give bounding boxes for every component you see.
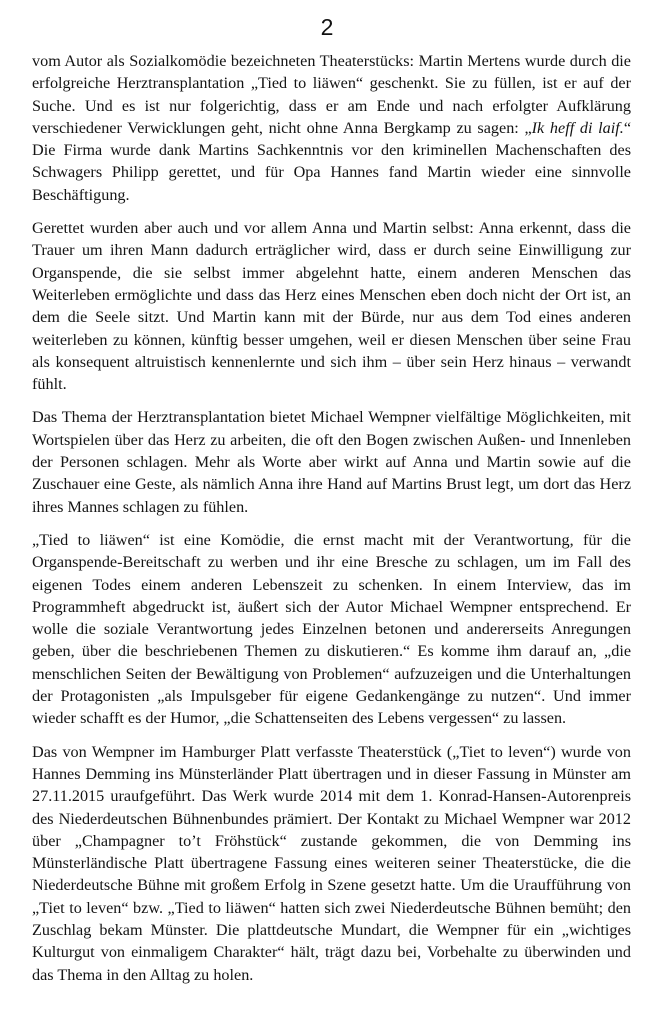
plattdeutsch-quote: Ik heff di laif.	[531, 118, 624, 137]
page-number: 2	[320, 14, 334, 40]
paragraph-2: Gerettet wurden aber auch und vor allem Anna und Martin selbst: Anna erkennt, dass die Trauer um ihren Mann dadurch erträglicher wird, dass er durch seine Einwilligung zur Organspende, die sie selbst immer abgelehnt hatte, einem anderen Menschen das Weiterleben ermöglichte und dass das Herz eines Menschen eben doch nicht der Ort ist, an dem die Seele sitzt. Und Martin kann mit der Bürde, nur aus dem Tod eines anderen weiterleben zu können, künftig besser umgehen, weil er diesen Menschen über seine Frau als konsequent altruistisch kennenlernte und sich ihm – über sein Herz hinaus – verwandt fühlt.	[32, 219, 631, 394]
paragraph-1-text-end: “ Die Firma wurde dank Martins Sachkenntnis vor den kriminellen Machenschaften des Schwagers Philipp gerettet, und für Opa Hannes fand Martin wieder eine sinnvolle Beschäftigung.	[32, 118, 632, 204]
paragraph-5: Das von Wempner im Hamburger Platt verfasste Theaterstück („Tiet to leven“) wurde von Hannes Demming ins Münsterländer Platt übertragen und in dieser Fassung in Münster am 27.11.2015 uraufgeführt. Das Werk wurde 2014 mit dem 1. Konrad-Hansen-Autorenpreis des Niederdeutschen Bühnenbundes prämiert. Der Kontakt zu Michael Wempner war 2012 über „Champagner to’t Fröhstück“ zustande gekommen, die von Demming ins Münsterländische Platt übertragene Fassung eines weiteren seiner Theaterstücke, die die Niederdeutsche Bühne mit großem Erfolg in Szene gesetzt hatte. Um die Uraufführung von „Tiet to leven“ bzw. „Tied to liäwen“ hatten sich zwei Niederdeutsche Bühnen bemüht; den Zuschlag bekam Münster. Die plattdeutsche Mundart, die Wempner für ein „wichtiges Kulturgut von einmaligem Charakter“ hält, trägt dazu bei, Vorbehalte zu überwinden und das Thema in den Alltag zu holen.	[32, 742, 631, 984]
paragraph-1-text-start: vom Autor als Sozialkomödie bezeichneten Theaterstücks: Martin Mertens wurde durch die erfolgreiche Herztransplantation „Tied to liäwen“ geschenkt. Sie zu füllen, ist er auf der Suche. Und es ist nur folgerichtig, dass er am Ende und nach erfolgter Aufklärung verschiedener Verwicklungen geht, nicht ohne Anna Bergkamp zu sagen: „	[32, 52, 631, 137]
paragraph-4: „Tied to liäwen“ ist eine Komödie, die ernst macht mit der Verantwortung, für die Organspende-Bereitschaft zu werben und ihr eine Bresche zu schlagen, um im Fall des eigenen Todes einem anderen Lebenszeit zu schenken. In einem Interview, das im Programmheft abgedruckt ist, äußert sich der Autor Michael Wempner entsprechend. Er wolle die soziale Verantwortung jedes Einzelnen betonen und andererseits Anregungen geben, über die beschriebenen Themen zu diskutieren.“ Es komme ihm darauf an, „die menschlichen Seiten der Bewältigung von Problemen“ aufzuzeigen und die Unterhaltungen der Protagonisten „als Impulsgeber für eigene Gedankengänge zu nutzen“. Und immer wieder schafft es der Humor, „die Schattenseiten des Lebens vergessen“ zu lassen.	[32, 530, 631, 728]
paragraph-3: Das Thema der Herztransplantation bietet Michael Wempner vielfältige Möglichkeiten, mit Wortspielen über das Herz zu arbeiten, die oft den Bogen zwischen Außen- und Innenleben der Personen schlagen. Mehr als Worte aber wirkt auf Anna und Martin sowie auf die Zuschauer eine Geste, als nämlich Anna ihre Hand auf Martins Brust legt, um dort das Herz ihres Mannes schlagen zu fühlen.	[32, 408, 631, 516]
paragraph-1	[32, 50, 631, 206]
body-text	[32, 50, 631, 986]
